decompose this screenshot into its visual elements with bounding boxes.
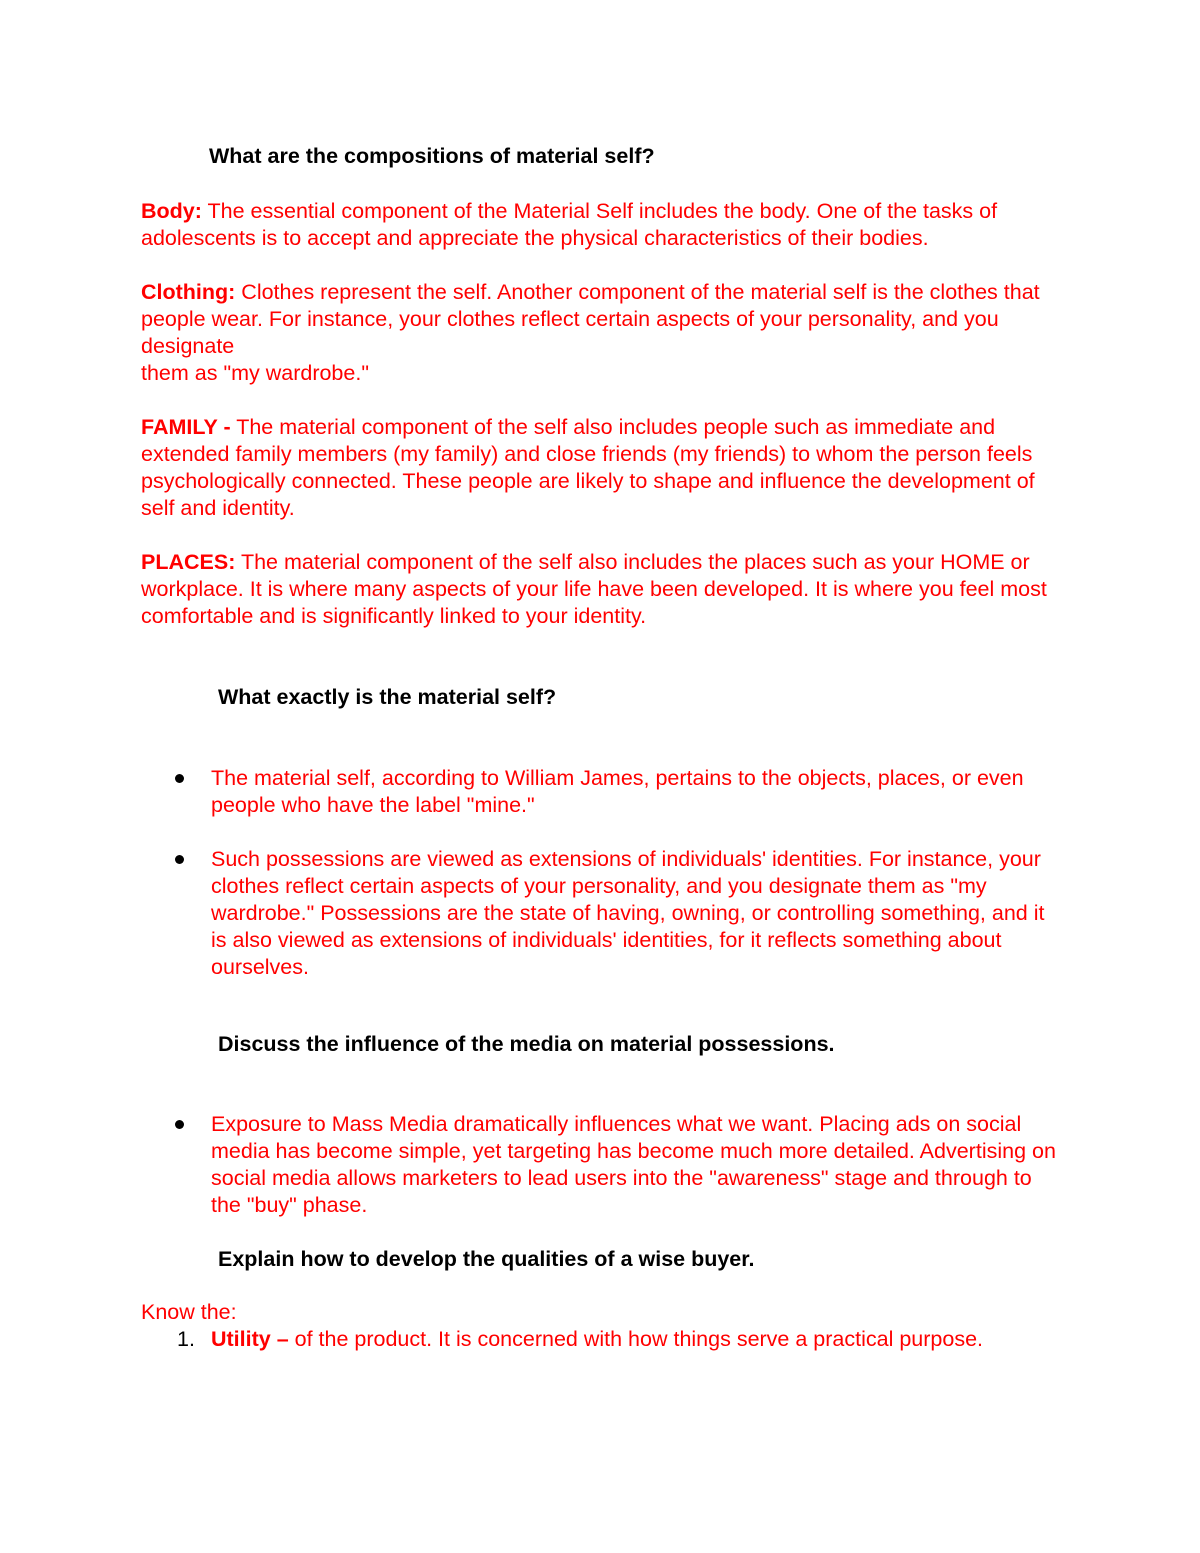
label-clothing: Clothing: — [141, 280, 236, 304]
list-item-text: Exposure to Mass Media dramatically influences what we want. Placing ads on social media has become simple, yet targeting has become much more detailed. Advertising on social media allows marketers to lead users into the "awareness" stage and through to the "buy" phase. — [211, 1112, 1056, 1217]
bullet-list-material-self — [141, 765, 1061, 981]
bullet-icon — [175, 1120, 184, 1129]
label-places: PLACES: — [141, 550, 236, 574]
paragraph-family — [141, 414, 1061, 522]
text-places: The material component of the self also includes the places such as your HOME or workplace. It is where many aspects of your life have been developed. It is where you feel most comfortable and is significantly linked to your identity. — [141, 550, 1047, 628]
list-item-text: Such possessions are viewed as extensions of individuals' identities. For instance, your clothes reflect certain aspects of your personality, and you designate them as "my wardrobe." Possessions are the state of having, owning, or controlling something, and it is also viewed as extensions of individuals' identities, for it reflects something about ourselves. — [211, 847, 1045, 979]
bullet-icon — [175, 774, 184, 783]
paragraph-clothing — [141, 279, 1061, 387]
text-clothing: Clothes represent the self. Another component of the material self is the clothes that people wear. For instance, your clothes reflect certain aspects of your personality, and you designate — [141, 280, 1040, 358]
numbered-item-utility — [141, 1326, 1061, 1353]
text-family: The material component of the self also includes people such as immediate and extended family members (my family) and close friends (my friends) to whom the person feels psychologically connected. These people are likely to shape and influence the development of self and identity. — [141, 415, 1035, 520]
bullet-icon — [175, 855, 184, 864]
list-item — [141, 765, 1061, 819]
text-utility: of the product. It is concerned with how things serve a practical purpose. — [288, 1327, 983, 1351]
label-body: Body: — [141, 199, 202, 223]
intro-know-the: Know the: — [141, 1300, 237, 1324]
heading-wise-buyer: Explain how to develop the qualities of a wise buyer. — [218, 1247, 755, 1271]
paragraph-body — [141, 198, 1061, 252]
text-body: The essential component of the Material Self includes the body. One of the tasks of adolescents is to accept and appreciate the physical characteristics of their bodies. — [141, 199, 998, 250]
document-page — [141, 140, 1061, 1353]
list-item — [141, 1111, 1061, 1219]
text-clothing-cont: them as "my wardrobe." — [141, 361, 369, 385]
paragraph-places — [141, 549, 1061, 630]
label-utility: Utility – — [211, 1327, 289, 1351]
list-item — [141, 846, 1061, 981]
label-family: FAMILY - — [141, 415, 231, 439]
list-item-text: The material self, according to William James, pertains to the objects, places, or even people who have the label "mine." — [211, 766, 1024, 817]
heading-media-influence: Discuss the influence of the media on material possessions. — [218, 1032, 835, 1056]
heading-compositions: What are the compositions of material self? — [209, 144, 655, 168]
bullet-list-media — [141, 1111, 1061, 1219]
heading-what-exactly: What exactly is the material self? — [218, 685, 557, 709]
list-number: 1. — [177, 1327, 195, 1351]
